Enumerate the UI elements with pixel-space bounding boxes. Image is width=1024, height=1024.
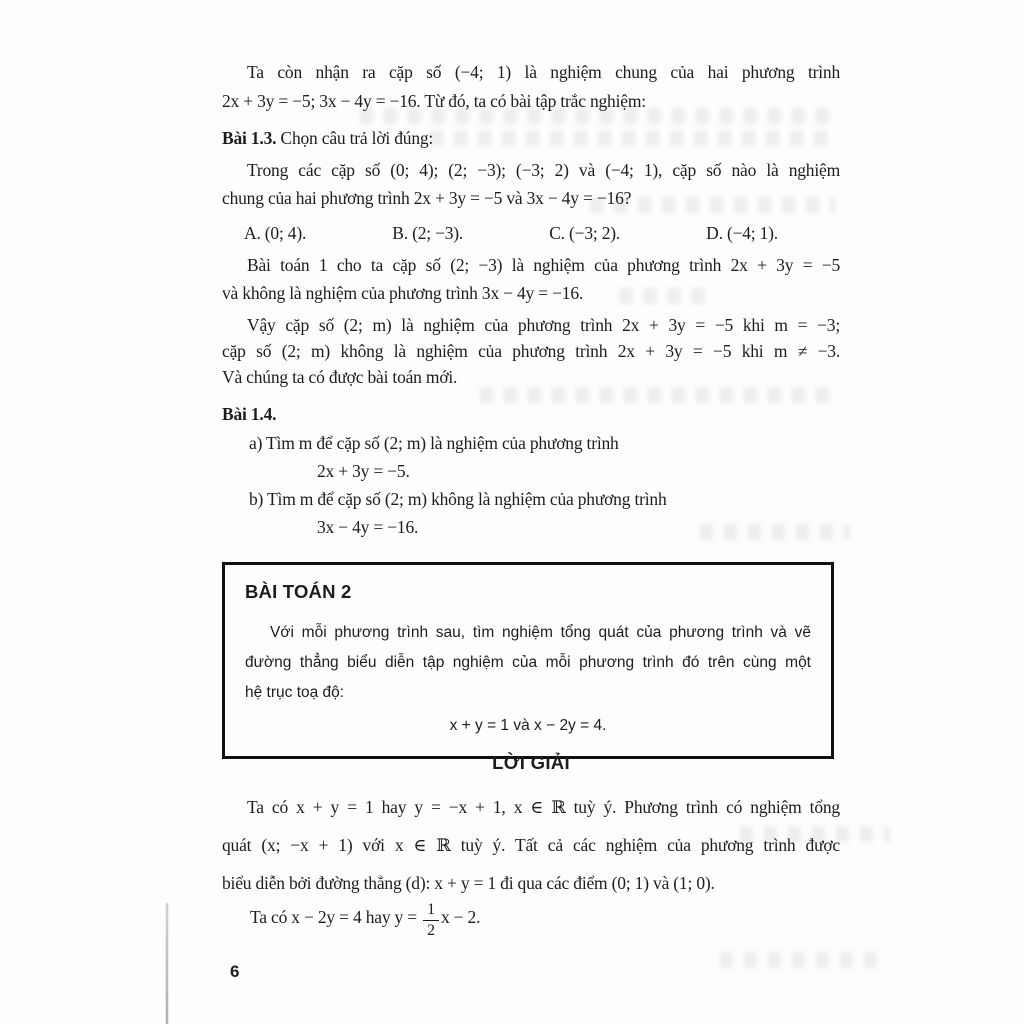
equation-line-b xyxy=(222,513,840,542)
exercise-label: Bài 1.4. xyxy=(222,404,277,424)
question-paragraph xyxy=(222,156,840,212)
exercise-prompt: Chọn câu trả lời đúng: xyxy=(276,128,434,148)
text-after-fraction: x − 2. xyxy=(440,907,481,927)
fraction xyxy=(423,902,439,939)
answer-option-a: A. (0; 4). xyxy=(244,223,307,243)
answer-option-c: C. (−3; 2). xyxy=(549,223,621,243)
text-line: và không là nghiệm của phương trình 3x − 4y = −16. xyxy=(222,283,584,303)
text-line: Với mỗi phương trình sau, tìm nghiệm tổng quát của phương trình và vẽ xyxy=(270,624,811,641)
text-line: quát (x; −x + 1) với x ∈ ℝ tuỳ ý. Tất cả các nghiệm của phương trình được xyxy=(222,835,840,855)
equation: 2x + 3y = −5. xyxy=(317,461,410,481)
text-line: Vậy cặp số (2; m) là nghiệm của phương trình 2x + 3y = −5 khi m = −3; xyxy=(247,315,840,335)
text-line: Ta còn nhận ra cặp số (−4; 1) là nghiệm chung của hai phương trình xyxy=(247,62,840,82)
text-line: 2x + 3y = −5; 3x − 4y = −16. Từ đó, ta có bài tập trắc nghiệm: xyxy=(222,91,646,111)
text-line: hệ trục toạ độ: xyxy=(245,684,345,701)
text-line: đường thẳng biểu diễn tập nghiệm của mỗi phương trình đó trên cùng một xyxy=(245,654,811,671)
intro-paragraph xyxy=(222,58,840,116)
equation: 3x − 4y = −16. xyxy=(317,517,419,537)
text-line: a) Tìm m để cặp số (2; m) là nghiệm của phương trình xyxy=(249,433,619,453)
solution-paragraph-1 xyxy=(222,788,840,902)
text-line: biểu diễn bởi đường thẳng (d): x + y = 1 đi qua các điểm (0; 1) và (1; 0). xyxy=(222,873,715,893)
problem-box-body xyxy=(245,618,811,708)
exercise-label: Bài 1.3. xyxy=(222,128,277,148)
page-crease-line xyxy=(166,903,168,1024)
text-line: Ta có x + y = 1 hay y = −x + 1, x ∈ ℝ tuỳ ý. Phương trình có nghiệm tổng xyxy=(247,797,840,817)
solution-paragraph-2 xyxy=(222,895,840,939)
answer-options-row xyxy=(222,219,840,248)
problem-2-box xyxy=(222,562,834,759)
text-line: chung của hai phương trình 2x + 3y = −5 và 3x − 4y = −16? xyxy=(222,188,632,208)
text-line: cặp số (2; m) không là nghiệm của phương trình 2x + 3y = −5 khi m ≠ −3. xyxy=(222,341,840,361)
problem-box-title: BÀI TOÁN 2 xyxy=(245,581,352,602)
answer-option-b: B. (2; −3). xyxy=(392,223,464,243)
item-a-line xyxy=(222,429,840,458)
bleed-through-artifact xyxy=(720,952,880,968)
answer-option-d: D. (−4; 1). xyxy=(706,223,778,243)
text-line: Và chúng ta có được bài toán mới. xyxy=(222,367,458,387)
equation-line-a xyxy=(222,457,840,486)
text-before-fraction: Ta có x − 2y = 4 hay y = xyxy=(250,907,422,927)
page-number: 6 xyxy=(230,962,240,981)
text-line: b) Tìm m để cặp số (2; m) không là nghiệm của phương trình xyxy=(249,489,667,509)
fraction-denominator: 2 xyxy=(427,922,435,939)
item-b-line xyxy=(222,485,840,514)
analysis-paragraph-1 xyxy=(222,251,840,307)
analysis-paragraph-2 xyxy=(222,312,840,390)
text-line: Bài toán 1 cho ta cặp số (2; −3) là nghiệm của phương trình 2x + 3y = −5 xyxy=(247,255,840,275)
fraction-numerator: 1 xyxy=(423,902,439,921)
text-line: Trong các cặp số (0; 4); (2; −3); (−3; 2) và (−4; 1), cặp số nào là nghiệm xyxy=(247,160,840,180)
exercise-1-3-heading xyxy=(222,124,840,153)
exercise-1-4-heading xyxy=(222,400,840,429)
solution-heading: LỜI GIẢI xyxy=(492,752,570,773)
problem-box-equation: x + y = 1 và x − 2y = 4. xyxy=(449,717,607,734)
